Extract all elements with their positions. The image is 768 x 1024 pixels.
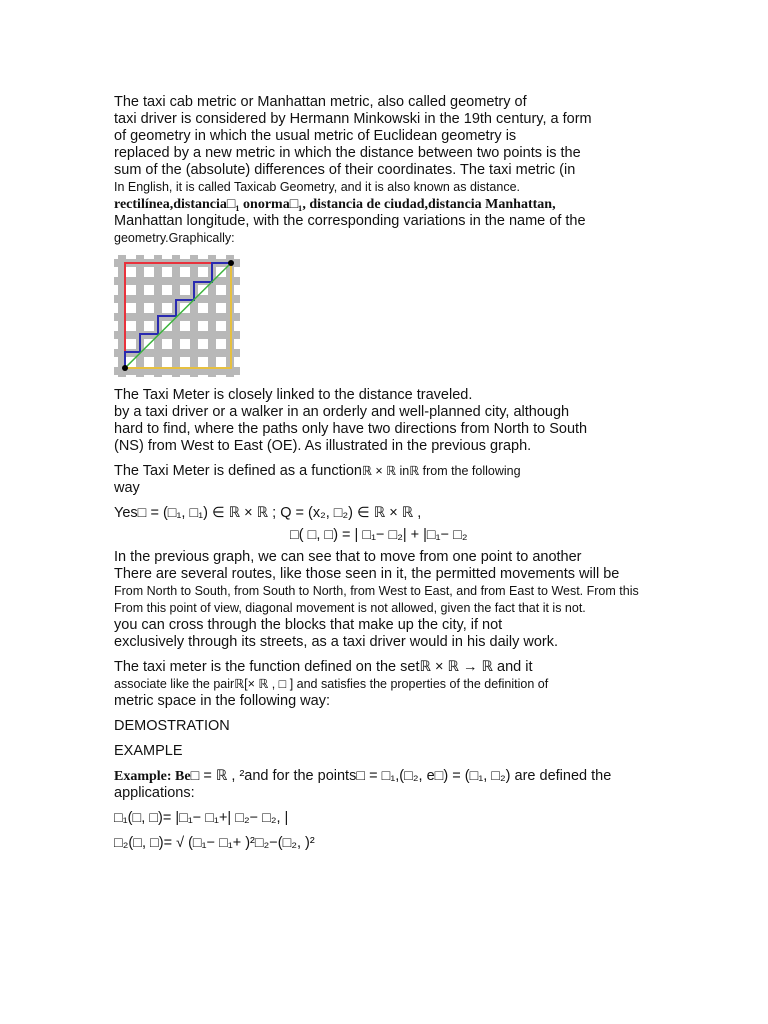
text-line: you can cross through the blocks that make up the city, if not: [114, 617, 503, 633]
text-line: (NS) from West to East (OE). As illustrated in the previous graph.: [114, 438, 532, 454]
taxi-meter-paragraph: [114, 387, 654, 455]
text-line: There are several routes, like those seen in it, the permitted movements will be: [114, 566, 620, 582]
start-point: [122, 365, 128, 371]
text-line: Manhattan longitude, with the corresponding variations in the name of the: [114, 213, 586, 229]
taxi-distance-formula: □( □, □) = | □₁− □₂| + |□₁− □₂: [290, 527, 468, 543]
text-line: sum of the (absolute) differences of their coordinates. The taxi metric (in: [114, 162, 576, 178]
text-line: associate like the pairℝ[× ℝ , □ ] and satisfies the properties of the definition of: [114, 677, 549, 691]
applications-line: applications:: [114, 785, 195, 801]
text-line: The taxi meter is the function defined on the setℝ × ℝ → ℝ and it: [114, 659, 533, 675]
text-line: replaced by a new metric in which the distance between two points is the: [114, 145, 581, 161]
intro-paragraph: [114, 94, 654, 247]
text-line: In the previous graph, we can see that to move from one point to another: [114, 549, 582, 565]
routes-paragraph: [114, 549, 654, 651]
end-point: [228, 260, 234, 266]
text-line: From North to South, from South to North, from West to East, and from East to West. From this: [114, 584, 639, 598]
text-span: ℝ from the following: [409, 464, 521, 478]
text-line: way: [114, 480, 140, 496]
demostration-heading: DEMOSTRATION: [114, 718, 230, 734]
text-line: taxi driver is considered by Hermann Minkowski in the 19th century, a form: [114, 111, 592, 127]
street-vertical: [190, 255, 198, 377]
text-line: rectilínea,distancia□₁ onorma□₁, distancia de ciudad,distancia Manhattan,: [114, 197, 556, 212]
example-line: [114, 768, 654, 785]
example-label: Example: Be: [114, 769, 191, 784]
points-definition: Yes□ = (□₁, □₁) ∈ ℝ × ℝ ; Q = (x₂, □₂) ∈ ℝ × ℝ ,: [114, 505, 422, 521]
text-line: metric space in the following way:: [114, 693, 330, 709]
function-paragraph: [114, 659, 654, 710]
text-span: The Taxi Meter is defined as a function: [114, 463, 362, 479]
text-line: The taxi cab metric or Manhattan metric, also called geometry of: [114, 94, 527, 110]
document-page: [114, 94, 654, 852]
text-line: hard to find, where the paths only have two directions from North to South: [114, 421, 588, 437]
text-line: of geometry in which the usual metric of Euclidean geometry is: [114, 128, 517, 144]
example-heading: EXAMPLE: [114, 743, 183, 759]
text-line: In English, it is called Taxicab Geometry, and it is also known as distance.: [114, 180, 520, 194]
text-line: by a taxi driver or a walker in an orderly and well-planned city, although: [114, 404, 570, 420]
text-line: From this point of view, diagonal movement is not allowed, given the fact that it is not.: [114, 601, 586, 615]
text-line: geometry.Graphically:: [114, 231, 235, 245]
formula-d1: □₁(□, □)= |□₁− □₁+| □₂− □₂, |: [114, 810, 289, 826]
text-line: [114, 463, 654, 480]
taxicab-grid-figure: [114, 255, 240, 377]
text-span: ℝ × ℝ in: [361, 464, 410, 478]
text-span: □ = ℝ , ²and for the points□ = □₁,(□₂, e□) = (□₁, □₂) are defined the: [190, 768, 612, 784]
street-horizontal: [114, 331, 240, 339]
definition-paragraph: [114, 463, 654, 497]
text-line: The Taxi Meter is closely linked to the distance traveled.: [114, 387, 473, 403]
formula-d2: □₂(□, □)= √ (□₁− □₁+ )²□₂−(□₂, )²: [114, 835, 315, 851]
text-line: exclusively through its streets, as a taxi driver would in his daily work.: [114, 634, 559, 650]
